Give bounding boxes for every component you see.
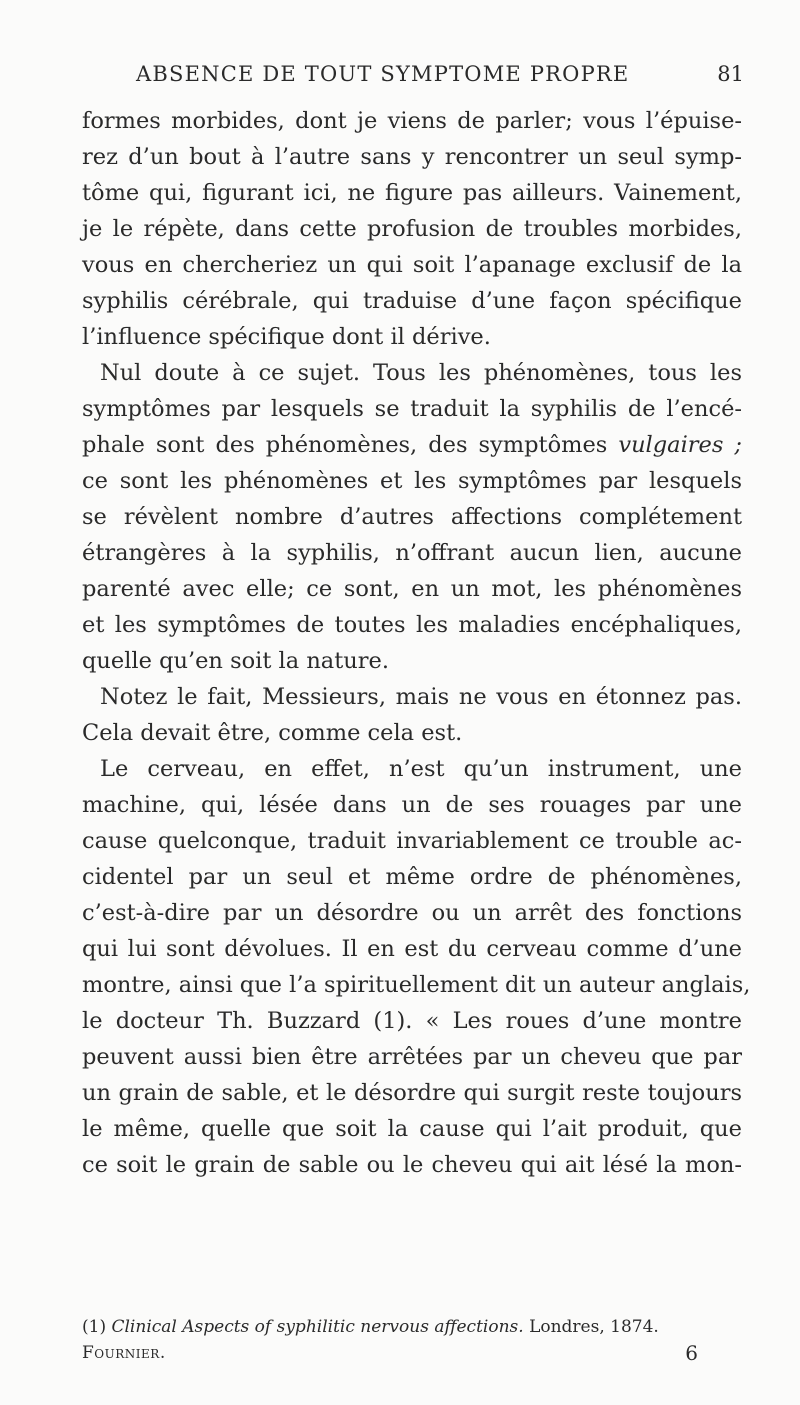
signature-row bbox=[82, 1340, 742, 1366]
running-header bbox=[80, 62, 744, 96]
text-line: un grain de sable, et le désordre qui surgit reste toujours bbox=[82, 1080, 742, 1106]
footnote-line bbox=[82, 1314, 742, 1340]
text-line: peuvent aussi bien être arrêtées par un cheveu que par bbox=[82, 1044, 742, 1070]
text-line: le même, quelle que soit la cause qui l’ait produit, que bbox=[82, 1116, 742, 1142]
text-line: se révèlent nombre d’autres affections complétement bbox=[82, 504, 742, 530]
text-line: étrangères à la syphilis, n’offrant aucun lien, aucune bbox=[82, 540, 742, 566]
footnote-title: Clinical Aspects of syphilitic nervous affections. bbox=[111, 1317, 524, 1337]
text-line: cidentel par un seul et même ordre de phénomènes, bbox=[82, 864, 742, 890]
text-line: Notez le fait, Messieurs, mais ne vous en étonnez pas. bbox=[100, 684, 742, 710]
footnote bbox=[82, 1314, 742, 1366]
text-line: Le cerveau, en effet, n’est qu’un instrument, une bbox=[100, 756, 742, 782]
text-line: rez d’un bout à l’autre sans y rencontrer un seul symp- bbox=[82, 144, 742, 170]
body-text bbox=[82, 103, 751, 1183]
italic-word: vulgaires ; bbox=[618, 432, 743, 458]
page-number: 81 bbox=[717, 62, 744, 86]
text-line: vous en chercheriez un qui soit l’apanage exclusif de la bbox=[82, 252, 742, 278]
text-line: ce sont les phénomènes et les symptômes par lesquels bbox=[82, 468, 742, 494]
text-line: machine, qui, lésée dans un de ses rouages par une bbox=[82, 792, 742, 818]
text-line: le docteur Th. Buzzard (1). « Les roues d’une montre bbox=[82, 1008, 742, 1034]
text-line: Cela devait être, comme cela est. bbox=[82, 720, 463, 746]
text-line: formes morbides, dont je viens de parler; vous l’épuise- bbox=[82, 108, 742, 134]
text-line: symptômes par lesquels se traduit la syphilis de l’encé- bbox=[82, 396, 742, 422]
text-line: phale sont des phénomènes, des symptômes vulgaires ; bbox=[82, 432, 743, 458]
footnote-rest: Londres, 1874. bbox=[523, 1317, 659, 1337]
text-line: tôme qui, figurant ici, ne figure pas ailleurs. Vainement, bbox=[82, 180, 742, 206]
text-line: je le répète, dans cette profusion de troubles morbides, bbox=[82, 216, 742, 242]
text-line: c’est-à-dire par un désordre ou un arrêt des fonctions bbox=[82, 900, 742, 926]
text-line: ce soit le grain de sable ou le cheveu qui ait lésé la mon- bbox=[82, 1152, 742, 1178]
text-line: Nul doute à ce sujet. Tous les phénomènes, tous les bbox=[100, 360, 742, 386]
running-title: ABSENCE DE TOUT SYMPTOME PROPRE bbox=[136, 62, 630, 86]
signature-author: Fournier. bbox=[82, 1343, 166, 1363]
footnote-marker: (1) bbox=[82, 1317, 112, 1337]
text-line: l’influence spécifique dont il dérive. bbox=[82, 324, 491, 350]
text-line: syphilis cérébrale, qui traduise d’une façon spécifique bbox=[82, 288, 742, 314]
text-line: parenté avec elle; ce sont, en un mot, les phénomènes bbox=[82, 576, 742, 602]
text-line: qui lui sont dévolues. Il en est du cerveau comme d’une bbox=[82, 936, 742, 962]
text-line: et les symptômes de toutes les maladies encéphaliques, bbox=[82, 612, 742, 638]
text-line: quelle qu’en soit la nature. bbox=[82, 648, 389, 674]
signature-number: 6 bbox=[685, 1341, 698, 1365]
text-line: montre, ainsi que l’a spirituellement dit un auteur anglais, bbox=[82, 972, 751, 998]
text-line: cause quelconque, traduit invariablement ce trouble ac- bbox=[82, 828, 742, 854]
